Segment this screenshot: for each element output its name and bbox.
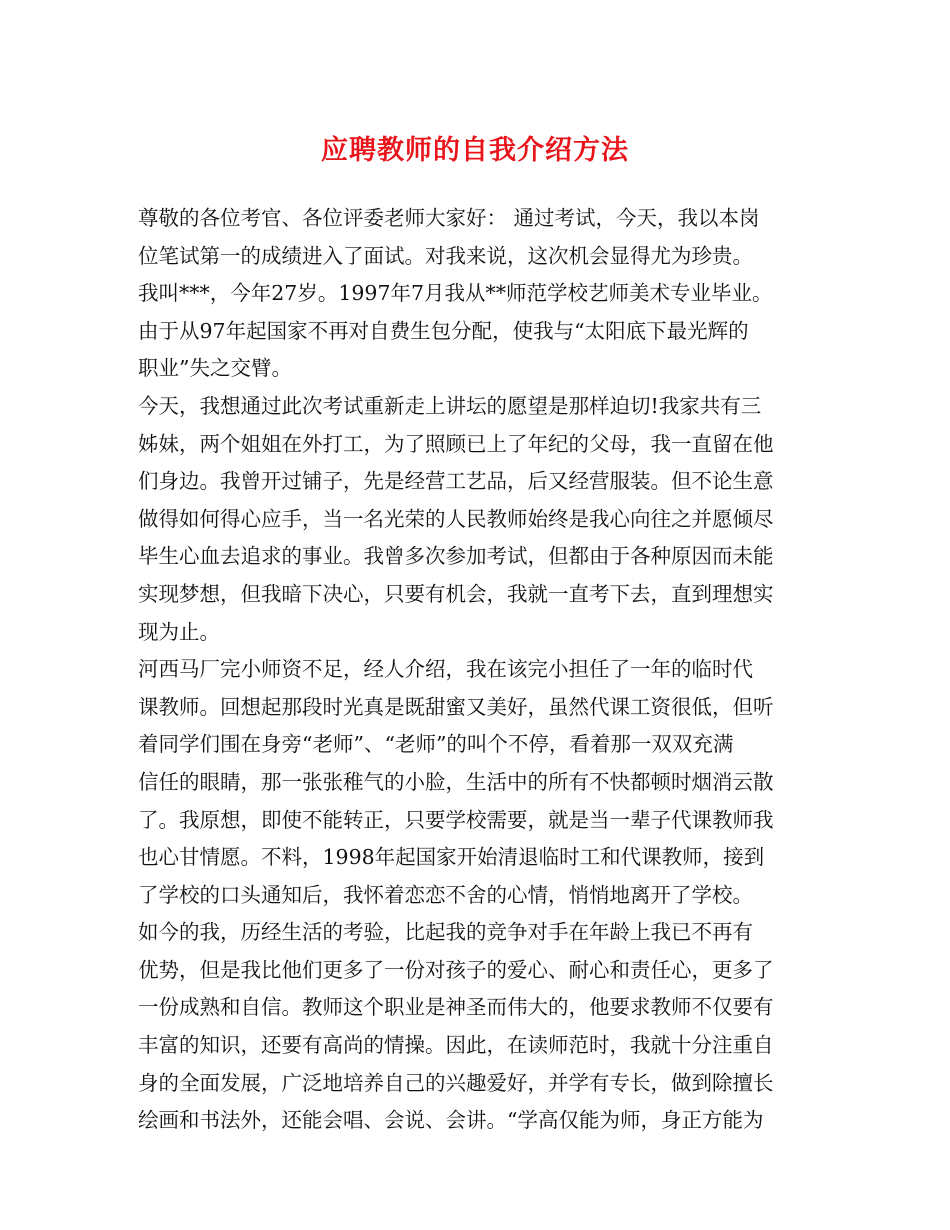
text-line: 实现梦想，但我暗下决心，只要有机会，我就一直考下去，直到理想实: [138, 581, 774, 606]
text-line: 身的全面发展，广泛地培养自己的兴趣爱好，并学有专长，做到除擅长: [138, 1070, 774, 1095]
text-line: 如今的我，历经生活的考验，比起我的竞争对手在年龄上我已不再有: [138, 920, 753, 945]
text-line: 现为止。: [138, 619, 220, 644]
text-line: 课教师。回想起那段时光真是既甜蜜又美好，虽然代课工资很低，但听: [138, 694, 774, 719]
text-line: 职业”失之交臂。: [138, 356, 292, 381]
text-line: 一份成熟和自信。教师这个职业是神圣而伟大的，他要求教师不仅要有: [138, 995, 774, 1020]
text-line: 信任的眼睛，那一张张稚气的小脸，生活中的所有不快都顿时烟消云散: [138, 769, 774, 794]
body-text: [138, 200, 822, 1140]
text-line: 尊敬的各位考官、各位评委老师大家好： 通过考试，今天，我以本岗: [138, 206, 760, 230]
text-line: 我叫***，今年27岁。1997年7月我从**师范学校艺师美术专业毕业。: [138, 281, 773, 306]
text-line: 今天，我想通过此次考试重新走上讲坛的愿望是那样迫切!我家共有三: [138, 393, 762, 418]
text-line: 着同学们围在身旁“老师”、“老师”的叫个不停，看着那一双双充满: [138, 732, 734, 757]
text-line: 丰富的知识，还要有高尚的情操。因此，在读师范时，我就十分注重自: [138, 1033, 774, 1058]
text-line: 姊妹，两个姐姐在外打工，为了照顾已上了年纪的父母，我一直留在他: [138, 431, 774, 456]
text-line: 了。我原想，即使不能转正，只要学校需要，就是当一辈子代课教师我: [138, 807, 774, 832]
text-line: 位笔试第一的成绩进入了面试。对我来说，这次机会显得尤为珍贵。: [138, 243, 753, 268]
page-title: 应聘教师的自我介绍方法: [321, 135, 629, 166]
text-line: 绘画和书法外，还能会唱、会说、会讲。“学高仅能为师，身正方能为: [138, 1108, 764, 1133]
text-line: 河西马厂完小师资不足，经人介绍，我在该完小担任了一年的临时代: [138, 657, 753, 682]
text-line: 也心甘情愿。不料，1998年起国家开始清退临时工和代课教师，接到: [138, 845, 765, 870]
text-line: 了学校的口头通知后，我怀着恋恋不舍的心情，悄悄地离开了学校。: [138, 882, 753, 907]
text-line: 由于从97年起国家不再对自费生包分配，使我与“太阳底下最光辉的: [138, 318, 749, 343]
text-line: 毕生心血去追求的事业。我曾多次参加考试，但都由于各种原因而未能: [138, 544, 774, 569]
text-line: 们身边。我曾开过铺子，先是经营工艺品，后又经营服装。但不论生意: [138, 469, 774, 494]
text-line: 优势，但是我比他们更多了一份对孩子的爱心、耐心和责任心，更多了: [138, 957, 774, 982]
text-line: 做得如何得心应手，当一名光荣的人民教师始终是我心向往之并愿倾尽: [138, 506, 774, 531]
